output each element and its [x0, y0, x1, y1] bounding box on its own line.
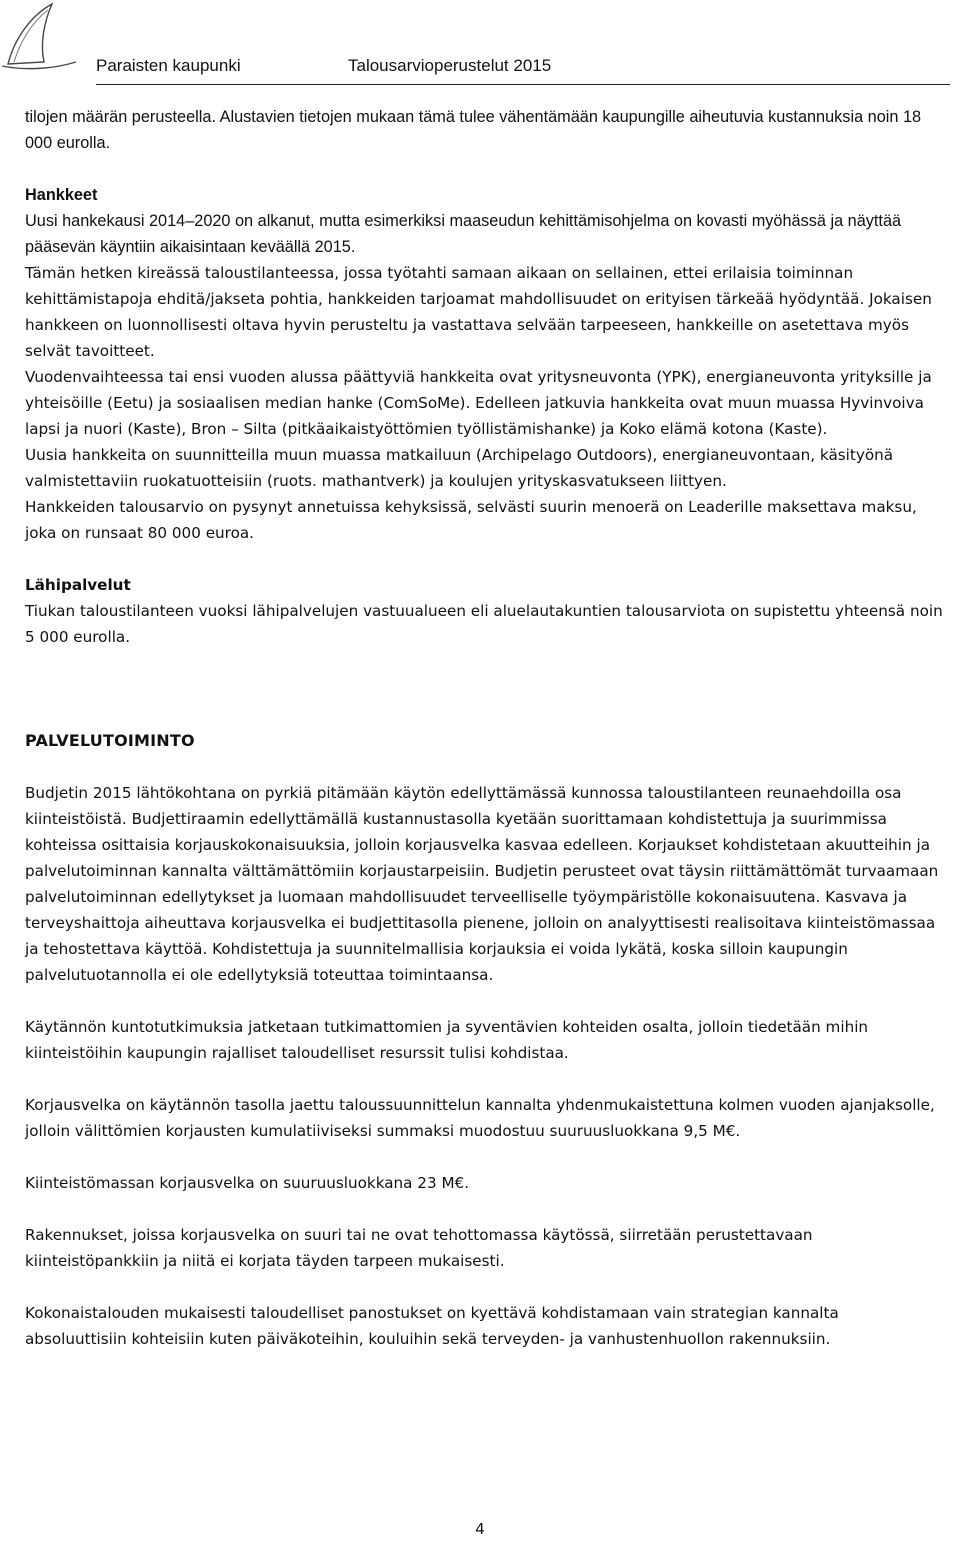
page-number: 4 [475, 1520, 485, 1538]
page-body [25, 104, 943, 1352]
palvelutoiminto-paragraph-1: Budjetin 2015 lähtökohtana on pyrkiä pitämään käytön edellyttämässä kunnossa taloustilanteen reunaehdoilla osa kiinteistöistä. Budjettiraamin edellyttämällä kustannustasolla kyetään suorittamaan kohdistettuja ja suurimmissa kohteissa osittaisia korjauskokonaisuuksia, jolloin korjausvelka kasvaa edelleen. Korjaukset kohdistetaan akuutteihin ja palvelutoiminnan kannalta välttämättömiin korjaustarpeisiin. Budjetin perusteet ovat täysin riittämättömät turvaamaan palvelutoiminnan edellytykset ja luomaan mahdollisuudet terveelliselle työympäristölle kokonaisuutena. Kasvava ja terveyshaittoja aiheuttava korjausvelka ei budjettitasolla pienene, jolloin on analyyttisesti realisoitava kiinteistömassaa ja tehostettava käyttöä. Kohdistettuja ja suunnitelmallisia korjauksia ei voida lykätä, koska silloin kaupungin palvelutuotannolla ei ole edellytyksiä toteuttaa toimintaansa. [25, 784, 939, 984]
palvelutoiminto-heading: PALVELUTOIMINTO [25, 731, 195, 750]
hankkeet-paragraph-1: Uusi hankekausi 2014–2020 on alkanut, mutta esimerkiksi maaseudun kehittämisohjelma on kovasti myöhässä ja näyttää pääsevän käyntiin aikaisintaan keväällä 2015. [25, 212, 902, 256]
header-divider [96, 84, 950, 85]
palvelutoiminto-paragraph-3: Korjausvelka on käytännön tasolla jaettu taloussuunnittelun kannalta yhdenmukaistettuna kolmen vuoden ajanjaksolle, jolloin välittömien korjausten kumulatiiviseksi summaksi muodostuu suuruusluokkana 9,5 M€. [25, 1096, 935, 1140]
hankkeet-paragraph-5: Hankkeiden talousarvio on pysynyt annetuissa kehyksissä, selvästi suurin menoerä on Leaderille maksettava maksu, joka on runsaat 80 000 euroa. [25, 498, 917, 542]
hankkeet-heading: Hankkeet [25, 186, 98, 204]
header-organization: Paraisten kaupunki [96, 56, 241, 75]
palvelutoiminto-paragraph-4: Kiinteistömassan korjausvelka on suuruusluokkana 23 M€. [25, 1174, 470, 1192]
lahipalvelut-paragraph: Tiukan taloustilanteen vuoksi lähipalvelujen vastuualueen eli aluelautakuntien talousarviota on supistettu yhteensä noin 5 000 eurolla. [25, 602, 943, 646]
palvelutoiminto-paragraph-5: Rakennukset, joissa korjausvelka on suuri tai ne ovat tehottomassa käytössä, siirretään perustettavaan kiinteistöpankkiin ja niitä ei korjata täyden tarpeen mukaisesti. [25, 1226, 813, 1270]
city-logo-icon [0, 0, 80, 72]
hankkeet-paragraph-3: Vuodenvaihteessa tai ensi vuoden alussa päättyviä hankkeita ovat yritysneuvonta (YPK), energianeuvonta yrityksille ja yhteisöille (Eetu) ja sosiaalisen median hanke (ComSoMe). Edelleen jatkuvia hankkeita ovat muun muassa Hyvinvoiva lapsi ja nuori (Kaste), Bron – Silta (pitkäaikaistyöttömien työllistämishanke) ja Koko elämä kotona (Kaste). [25, 368, 932, 438]
lahipalvelut-heading: Lähipalvelut [25, 576, 131, 594]
palvelutoiminto-paragraph-6: Kokonaistalouden mukaisesti taloudelliset panostukset on kyettävä kohdistamaan vain strategian kannalta absoluuttisiin kohteisiin kuten päiväkoteihin, kouluihin sekä terveyden- ja vanhustenhuollon rakennuksiin. [25, 1304, 839, 1348]
hankkeet-paragraph-4: Uusia hankkeita on suunnitteilla muun muassa matkailuun (Archipelago Outdoors), energianeuvontaan, käsityönä valmistettaviin ruokatuotteisiin (ruots. mathantverk) ja koulujen yrityskasvatukseen liittyen. [25, 446, 894, 490]
palvelutoiminto-paragraph-2: Käytännön kuntotutkimuksia jatketaan tutkimattomien ja syventävien kohteiden osalta, jolloin tiedetään mihin kiinteistöihin kaupungin rajalliset taloudelliset resurssit tulisi kohdistaa. [25, 1018, 869, 1062]
header-document-title: Talousarvioperustelut 2015 [348, 56, 552, 75]
hankkeet-paragraph-2: Tämän hetken kireässä taloustilanteessa, jossa työtahti samaan aikaan on sellainen, ettei erilaisia toiminnan kehittämistapoja ehditä/jakseta pohtia, hankkeiden tarjoamat mahdollisuudet on erityisen tärkeää hyödyntää. Jokaisen hankkeen on luonnollisesti oltava hyvin perusteltu ja vastattava selvään tarpeeseen, hankkeille on asetettava myös selvät tavoitteet. [25, 264, 932, 360]
intro-paragraph: tilojen määrän perusteella. Alustavien tietojen mukaan tämä tulee vähentämään kaupungille aiheutuvia kustannuksia noin 18 000 eurolla. [25, 108, 922, 152]
page-header [0, 0, 960, 90]
